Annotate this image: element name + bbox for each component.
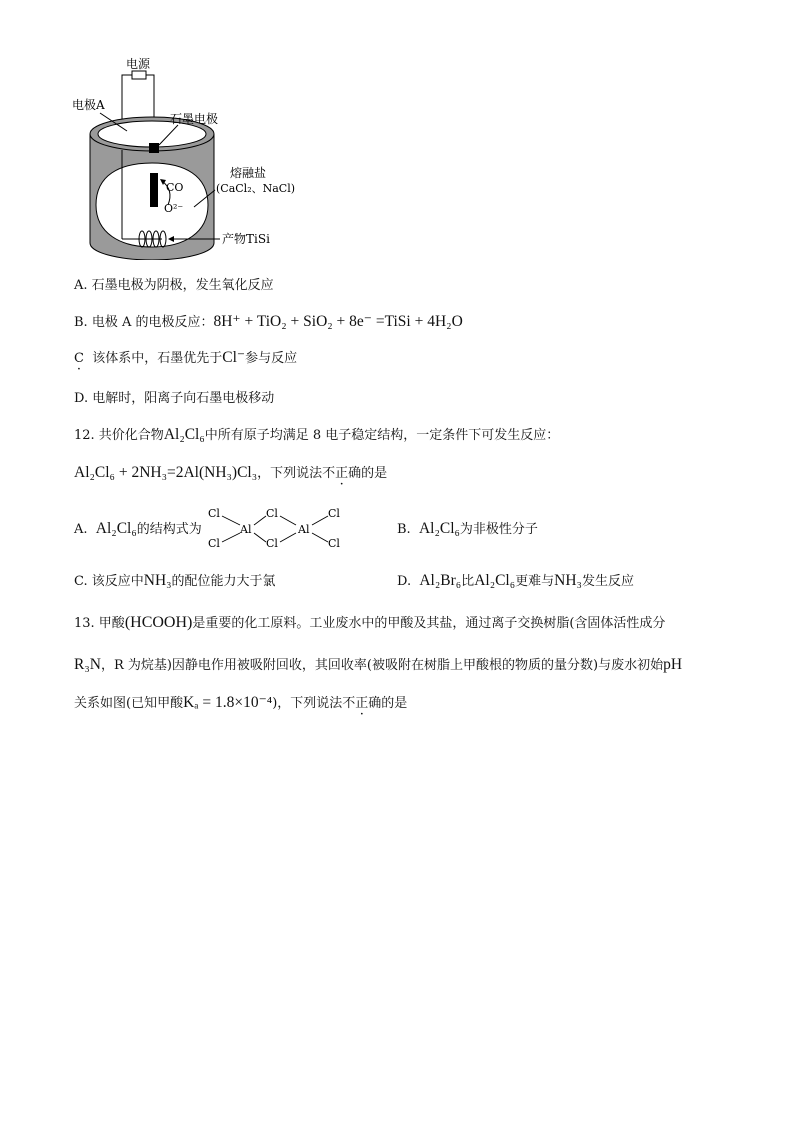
svg-text:Cl: Cl	[266, 507, 278, 520]
co-label: CO	[166, 181, 184, 194]
q12-option-d: D. Al₂Br₆比Al₂Cl₆更难与NH₃发生反应	[397, 572, 634, 589]
graphite-label: 石墨电极	[170, 112, 219, 126]
q11-b-equation: 8H⁺ + TiO₂ + SiO₂ + 8e⁻ =TiSi + 4H₂O	[213, 313, 463, 330]
svg-text:Al: Al	[240, 523, 252, 536]
q13-line-1: 13. 甲酸(HCOOH)是重要的化工原料。工业废水中的甲酸及其盐，通过离子交换树脂(含固体活性成分	[74, 614, 666, 631]
q12-equation: Al₂Cl₆ + 2NH₃=2Al(NH₃)Cl₃	[74, 464, 258, 481]
electrode-a-label: 电极A	[72, 98, 105, 112]
svg-text:Cl: Cl	[266, 537, 278, 550]
q12-stem: 12. 共价化合物Al₂Cl₆中所有原子均满足 8 电子稳定结构，一定条件下可发生反应：	[74, 426, 560, 443]
svg-text:Cl: Cl	[328, 537, 340, 550]
q12-option-b: B. Al₂Cl₆为非极性分子	[397, 520, 538, 537]
q12-equation-line: Al₂Cl₆ + 2NH₃=2Al(NH₃)Cl₃，下列说法不正确的是	[74, 464, 388, 481]
svg-text:Cl: Cl	[208, 507, 220, 520]
q13-line-3: 关系如图(已知甲酸Kₐ = 1.8×10⁻⁴)，下列说法不正确的是	[74, 694, 408, 711]
power-label: 电源	[126, 57, 151, 71]
q13-line-2: R₃N，R 为烷基)因静电作用被吸附回收，其回收率(被吸附在树脂上甲酸根的物质的量分数)与废水初始pH	[74, 656, 683, 673]
oxide-ion-label: O²⁻	[164, 202, 184, 215]
q11-option-c: C · 该体系中，石墨优先于Cl⁻参与反应	[74, 349, 297, 368]
svg-text:Cl: Cl	[208, 537, 220, 550]
product-label: 产物TiSi	[222, 232, 270, 246]
q12-option-c: C. 该反应中NH₃的配位能力大于氯	[74, 572, 276, 589]
q11-c-letter: C ·	[74, 350, 84, 368]
svg-text:Al: Al	[298, 523, 310, 536]
molten-salt-formula: (CaCl₂、NaCl)	[216, 182, 296, 195]
molten-salt-label: 熔融盐	[230, 166, 267, 180]
q11-option-d: D. 电解时，阳离子向石墨电极移动	[74, 391, 275, 406]
power-source-icon	[132, 71, 146, 79]
svg-text:Cl: Cl	[328, 507, 340, 520]
q11-option-b: B. 电极 A 的电极反应：8H⁺ + TiO₂ + SiO₂ + 8e⁻ =TiSi + 4H₂O	[74, 313, 463, 330]
electrolysis-diagram	[60, 55, 320, 260]
q12-option-a: A. Al₂Cl₆的结构式为	[74, 520, 202, 537]
q11-option-a: A. 石墨电极为阴极，发生氧化反应	[74, 278, 274, 293]
al2cl6-structure	[206, 506, 346, 552]
